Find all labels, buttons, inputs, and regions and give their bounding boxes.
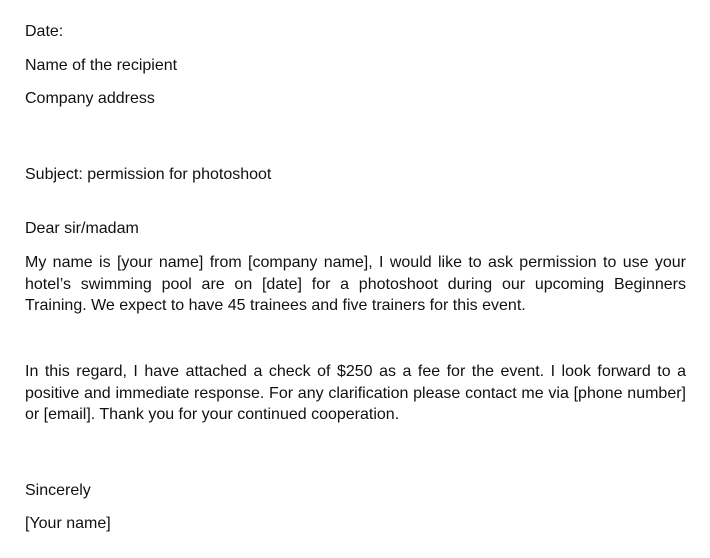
recipient-name: Name of the recipient: [25, 57, 178, 74]
signature: [Your name]: [25, 515, 111, 532]
subject-line: Subject: permission for photoshoot: [25, 166, 272, 183]
closing: Sincerely: [25, 482, 91, 499]
body-paragraph-2: In this regard, I have attached a check of $250 as a fee for the event. I look forward to a positive and immediate response. For any clarification please contact me via [phone number] or [email]. Thank you for your continued cooperation.: [25, 363, 686, 423]
company-address: Company address: [25, 90, 155, 107]
date-label: Date:: [25, 23, 64, 40]
body-paragraph-1: My name is [your name] from [company name], I would like to ask permission to use your hotel’s swimming pool are on [date] for a photoshoot during our upcoming Beginners Training. We expect to have 45 trainees and five trainers for this event.: [25, 254, 686, 314]
salutation: Dear sir/madam: [25, 220, 139, 237]
